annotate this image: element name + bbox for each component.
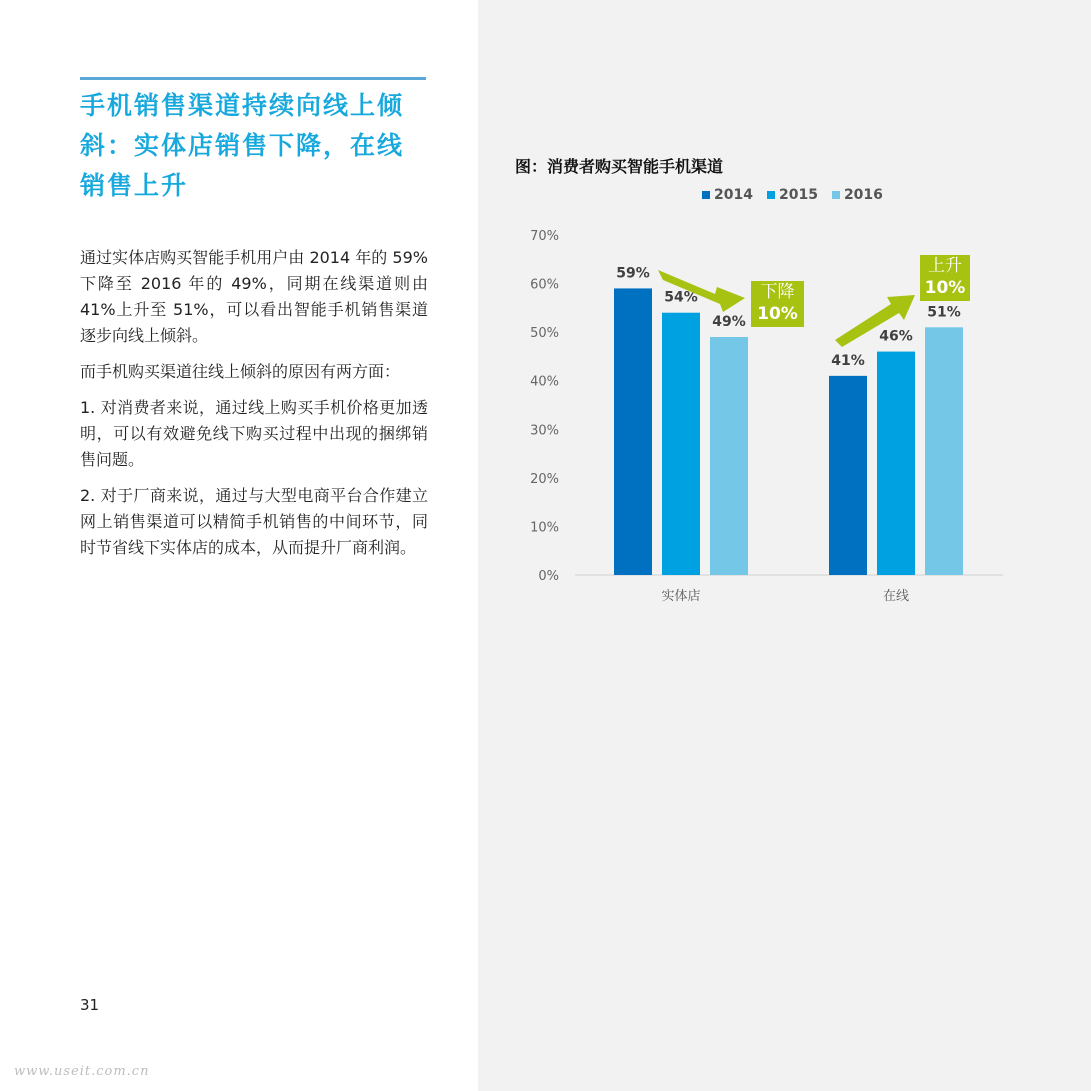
- y-tick-label: 70%: [530, 229, 559, 244]
- callout-up: [920, 255, 970, 301]
- text-panel: [0, 0, 478, 1091]
- data-label: 46%: [879, 328, 913, 345]
- body-text: [80, 245, 428, 571]
- title-rule: [80, 77, 426, 80]
- page-number: 31: [80, 996, 100, 1014]
- x-tick-label: 在线: [882, 589, 910, 604]
- callout-down-pct: 10%: [757, 304, 798, 324]
- x-tick-label: 实体店: [661, 589, 701, 604]
- bar-2015-1: [877, 352, 915, 575]
- callout-up-word: 上升: [928, 256, 962, 276]
- legend-label-2015: 2015: [778, 187, 818, 203]
- paragraph-2: 而手机购买渠道往线上倾斜的原因有两方面：: [80, 362, 401, 381]
- paragraph-4: 2. 对于厂商来说，通过与大型电商平台合作建立网上销售渠道可以精简手机销售的中间环节，同时节省线下实体店的成本，从而提升厂商利润。: [80, 486, 428, 557]
- data-label: 59%: [616, 265, 650, 282]
- data-label: 51%: [927, 304, 961, 321]
- callout-down: [751, 281, 804, 327]
- bar-2015-0: [662, 313, 700, 575]
- paragraph-1: 通过实体店购买智能手机用户由 2014 年的 59%下降至 2016 年的 49%，同期在线渠道则由 41%上升至 51%，可以看出智能手机销售渠道逐步向线上倾斜。: [80, 248, 428, 345]
- paragraph-3: 1. 对消费者来说，通过线上购买手机价格更加透明，可以有效避免线下购买过程中出现的捆绑销售问题。: [80, 398, 428, 469]
- y-tick-label: 60%: [530, 277, 559, 293]
- bar-2016-1: [925, 327, 963, 575]
- chart-title: 图：消费者购买智能手机渠道: [515, 157, 724, 176]
- callout-up-pct: 10%: [924, 278, 966, 298]
- y-tick-label: 10%: [530, 520, 559, 536]
- callout-down-word: 下降: [760, 282, 795, 302]
- bar-2014-0: [614, 288, 652, 575]
- legend-label-2014: 2014: [714, 187, 753, 203]
- bar-2014-1: [829, 376, 867, 575]
- data-label: 54%: [664, 289, 698, 306]
- y-tick-label: 30%: [530, 423, 559, 439]
- y-tick-label: 20%: [530, 471, 559, 487]
- y-tick-label: 50%: [530, 326, 559, 342]
- bar-2016-0: [710, 337, 748, 575]
- y-tick-label: 0%: [538, 569, 559, 584]
- legend-label-2016: 2016: [843, 187, 883, 203]
- bar-chart: [478, 0, 1091, 1091]
- data-label: 49%: [712, 314, 746, 330]
- page-heading: 手机销售渠道持续向线上倾斜：实体店销售下降，在线销售上升: [80, 91, 405, 200]
- y-tick-label: 40%: [530, 374, 559, 390]
- watermark: www.useit.com.cn: [14, 1064, 150, 1079]
- data-label: 41%: [831, 352, 865, 369]
